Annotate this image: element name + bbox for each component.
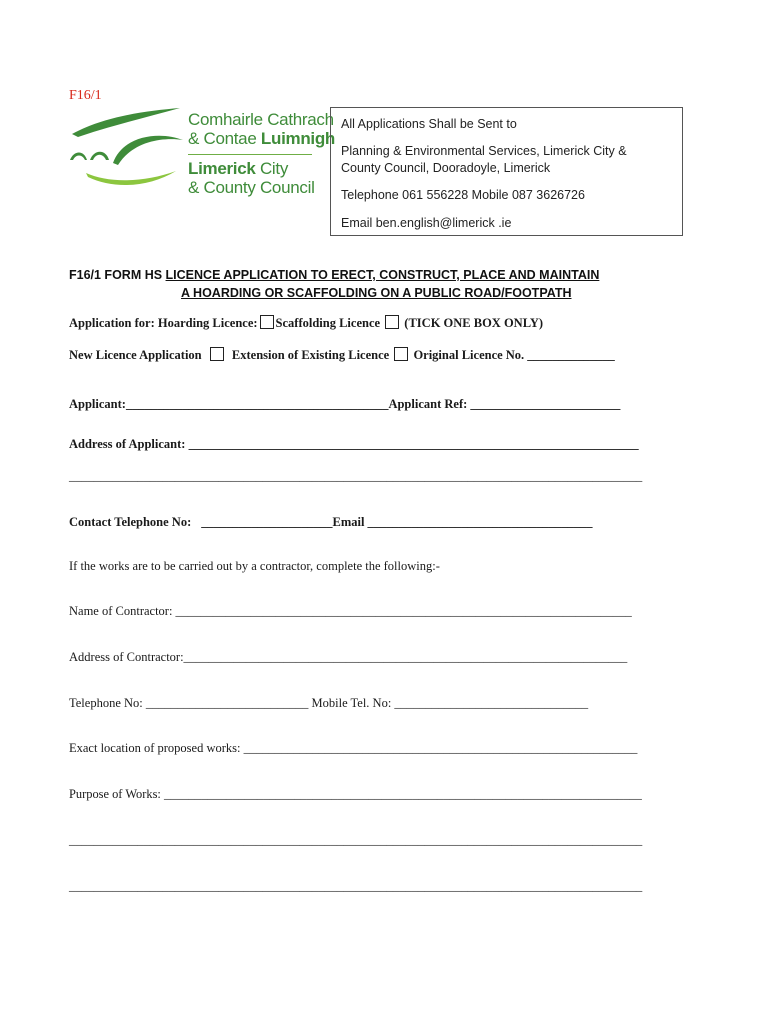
applicant-address-line2[interactable]: ____________________________________________________________________________________________ [69,469,643,483]
logo-irish-line1: Comhairle Cathrach [188,110,334,129]
logo-english-line2: & County Council [188,178,315,197]
contractor-note: If the works are to be carried out by a contractor, complete the following:- [69,559,440,573]
hoarding-checkbox[interactable] [260,315,274,329]
form-reference: F16/1 [69,88,102,103]
contact-line-2: Planning & Environmental Services, Limerick City & [341,144,627,158]
logo-irish-line2 [188,129,335,148]
council-logo [68,105,335,205]
contact-line-3: County Council, Dooradoyle, Limerick [341,161,551,175]
tick-one-note: (TICK ONE BOX ONLY) [404,316,544,330]
form-title-line1 [69,268,599,282]
scaffolding-label: Scaffolding Licence [275,316,381,330]
logo-irish-line2-bold: Luimnigh [260,129,335,148]
purpose-line2[interactable]: ____________________________________________________________________________________________ [69,833,643,847]
applicant-address-field[interactable]: Address of Applicant: ________________________________________________________________________ [69,437,639,451]
logo-irish-line2-pre: & Contae [188,129,261,148]
contact-phone-label: Contact Telephone No: [69,515,192,529]
application-for-row [69,315,543,331]
exact-location-field[interactable]: Exact location of proposed works: _______________________________________________________________ [69,741,638,755]
logo-irish-name [188,110,335,148]
contractor-name-field[interactable]: Name of Contractor: _________________________________________________________________________ [69,604,632,618]
original-licence-field[interactable]: Original Licence No. ______________ [413,348,615,362]
extension-label: Extension of Existing Licence [231,348,390,362]
new-licence-label: New Licence Application [69,348,202,362]
contact-line-4: Telephone 061 556228 Mobile 087 3626726 [341,188,585,202]
purpose-field[interactable]: Purpose of Works: _____________________________________________________________________________ [69,787,642,801]
contact-row [69,513,593,531]
contact-line-5: Email ben.english@limerick .ie [341,216,512,230]
purpose-line3[interactable]: ____________________________________________________________________________________________ [69,879,643,893]
extension-checkbox[interactable] [394,347,408,361]
logo-english-name [188,159,315,197]
contractor-address-field[interactable]: Address of Contractor:_______________________________________________________________________ [69,650,628,664]
contractor-telephone-field[interactable]: Telephone No: __________________________ Mobile Tel. No: _______________________________ [69,696,589,710]
logo-english-line1-rest: City [255,159,289,178]
form-title-prefix: F16/1 FORM HS [69,268,166,282]
contact-box [330,107,683,236]
new-licence-checkbox[interactable] [210,347,224,361]
contact-line-1: All Applications Shall be Sent to [341,117,517,131]
logo-divider [188,154,312,155]
licence-type-row [69,347,615,363]
logo-english-line1 [188,159,315,178]
applicant-field[interactable]: Applicant:__________________________________________Applicant Ref: ________________________ [69,397,621,411]
application-for-label: Application for: Hoarding Licence: [69,316,258,330]
logo-english-line1-bold: Limerick [188,159,256,178]
contact-phone-email-field[interactable]: _____________________Email ____________________________________ [201,515,593,529]
logo-arches-icon [68,105,186,200]
form-title-line2: A HOARDING OR SCAFFOLDING ON A PUBLIC ROAD/FOOTPATH [181,286,572,300]
form-title-main: LICENCE APPLICATION TO ERECT, CONSTRUCT, PLACE AND MAINTAIN [165,268,600,282]
scaffolding-checkbox[interactable] [385,315,399,329]
